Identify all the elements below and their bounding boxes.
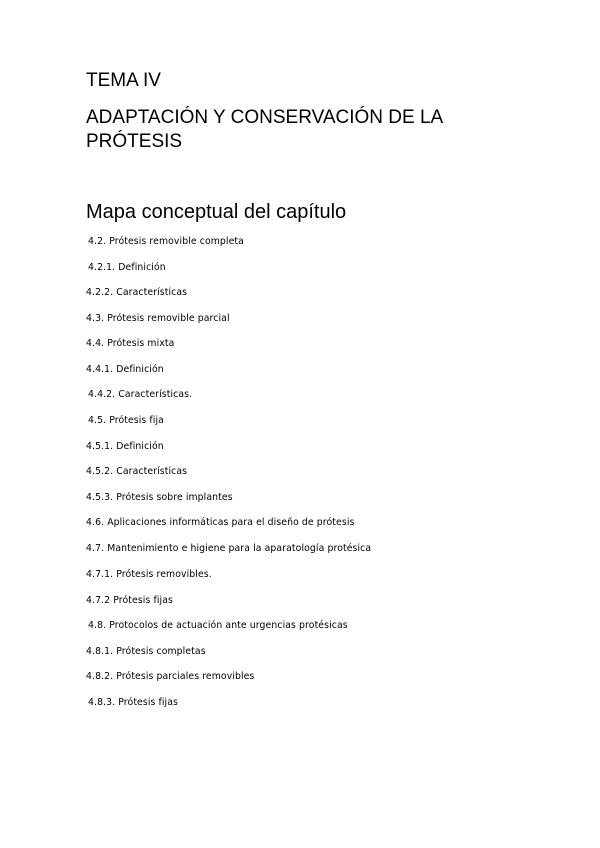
toc-item: 4.6. Aplicaciones informáticas para el diseño de prótesis: [86, 517, 355, 528]
toc-item: 4.4. Prótesis mixta: [86, 338, 175, 349]
toc-item: 4.5.2. Características: [86, 466, 188, 477]
toc-item: 4.2.2. Características: [86, 287, 188, 298]
toc-item: 4.5. Prótesis fija: [88, 415, 164, 426]
toc-item: 4.8. Protocolos de actuación ante urgencias protésicas: [88, 620, 348, 631]
chapter-title: ADAPTACIÓN Y CONSERVACIÓN DE LA PRÓTESIS: [86, 107, 443, 152]
section-heading: Mapa conceptual del capítulo: [86, 201, 347, 223]
toc-item: 4.4.2. Características.: [88, 389, 193, 400]
toc-item: 4.5.3. Prótesis sobre implantes: [86, 492, 233, 503]
toc-item: 4.8.2. Prótesis parciales removibles: [86, 671, 255, 682]
toc-item: 4.7.1. Prótesis removibles.: [86, 569, 212, 580]
toc-item: 4.2. Prótesis removible completa: [88, 236, 244, 247]
toc-item: 4.7. Mantenimiento e higiene para la aparatología protésica: [86, 543, 372, 554]
toc-item: 4.4.1. Definición: [86, 364, 164, 375]
toc-item: 4.8.1. Prótesis completas: [86, 646, 206, 657]
toc-item: 4.7.2 Prótesis fijas: [86, 595, 173, 606]
toc-item: 4.2.1. Definición: [88, 262, 166, 273]
toc-item: 4.8.3. Prótesis fijas: [88, 697, 178, 708]
toc-item: 4.5.1. Definición: [86, 441, 164, 452]
chapter-label: TEMA IV: [86, 70, 161, 91]
toc-item: 4.3. Prótesis removible parcial: [86, 313, 230, 324]
